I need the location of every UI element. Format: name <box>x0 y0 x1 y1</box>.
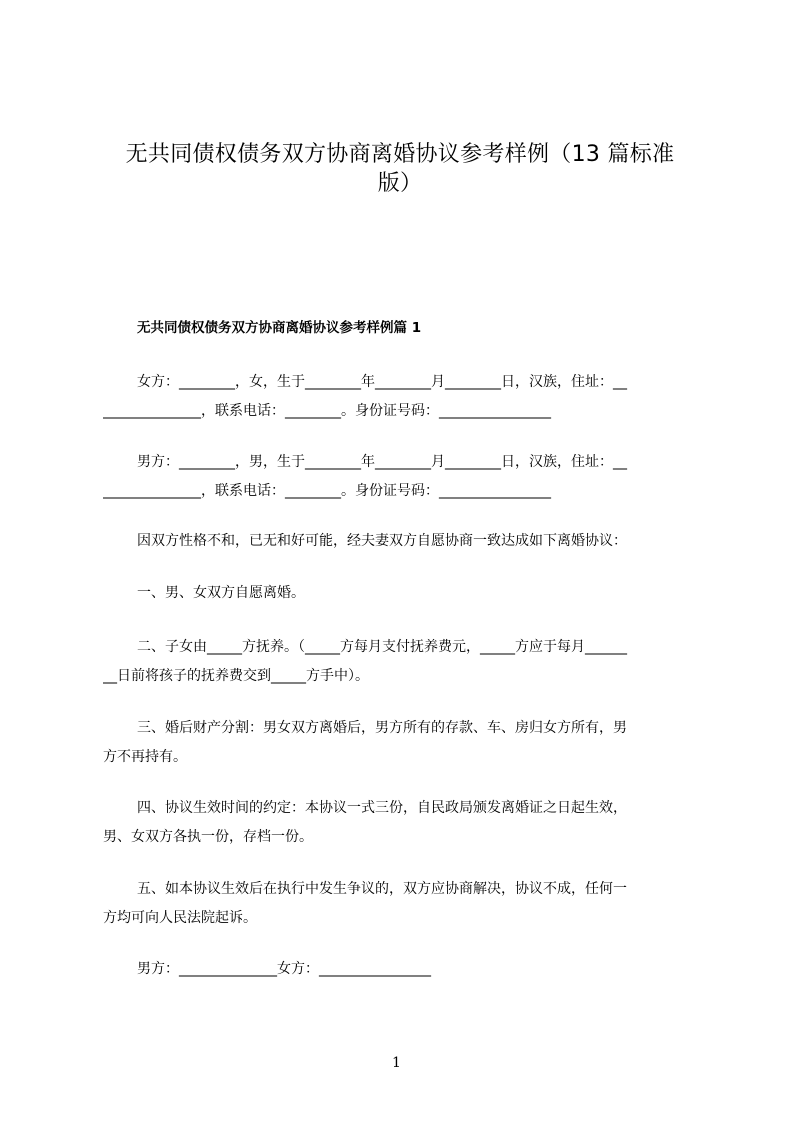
title-line-2: 版） <box>377 171 423 196</box>
clause-2-paragraph <box>103 633 703 691</box>
paragraph-line: 女方：________，女，生于________年________月________日，汉族，住址：__ <box>137 374 627 390</box>
section-title: 无共同债权债务双方协商离婚协议参考样例篇 1 <box>137 320 422 336</box>
paragraph-line: 四、协议生效时间的约定：本协议一式三份，自民政局颁发离婚证之日起生效， <box>137 800 627 816</box>
page-number: 1 <box>392 1055 401 1071</box>
paragraph-line: 因双方性格不和，已无和好可能，经夫妻双方自愿协商一致达成如下离婚协议： <box>137 533 627 549</box>
clause-4-paragraph <box>103 794 703 852</box>
man-info-paragraph <box>103 448 703 506</box>
clause-5-paragraph <box>103 875 703 933</box>
paragraph-line: 男方：______________女方：________________ <box>137 961 431 977</box>
paragraph-line: 五、如本协议生效后在执行中发生争议的，双方应协商解决，协议不成，任何一 <box>137 881 627 897</box>
paragraph-line: 男方：________，男，生于________年________月________日，汉族，住址：__ <box>137 454 627 470</box>
paragraph-line: 方不再持有。 <box>103 749 187 765</box>
clause-3-paragraph <box>103 714 703 772</box>
paragraph-line: __日前将孩子的抚养费交到_____方手中）。 <box>103 668 369 684</box>
reason-paragraph <box>103 527 703 556</box>
paragraph-line: 一、男、女双方自愿离婚。 <box>137 585 305 601</box>
paragraph-line: ______________，联系电话：________。身份证号码：________________ <box>103 403 551 419</box>
signature-line <box>103 955 703 984</box>
paragraph-line: 男、女双方各执一份，存档一份。 <box>103 829 313 845</box>
clause-1-paragraph <box>103 579 703 608</box>
title-line-1: 无共同债权债务双方协商离婚协议参考样例（13 篇标准 <box>125 142 675 167</box>
document-title <box>100 140 700 198</box>
paragraph-line: 二、子女由_____方抚养。（_____方每月支付抚养费元，_____方应于每月______ <box>137 639 627 655</box>
paragraph-line: 方均可向人民法院起诉。 <box>103 910 257 926</box>
woman-info-paragraph <box>103 368 703 426</box>
paragraph-line: ______________，联系电话：________。身份证号码：________________ <box>103 483 551 499</box>
paragraph-line: 三、婚后财产分割：男女双方离婚后，男方所有的存款、车、房归女方所有，男 <box>137 720 627 736</box>
